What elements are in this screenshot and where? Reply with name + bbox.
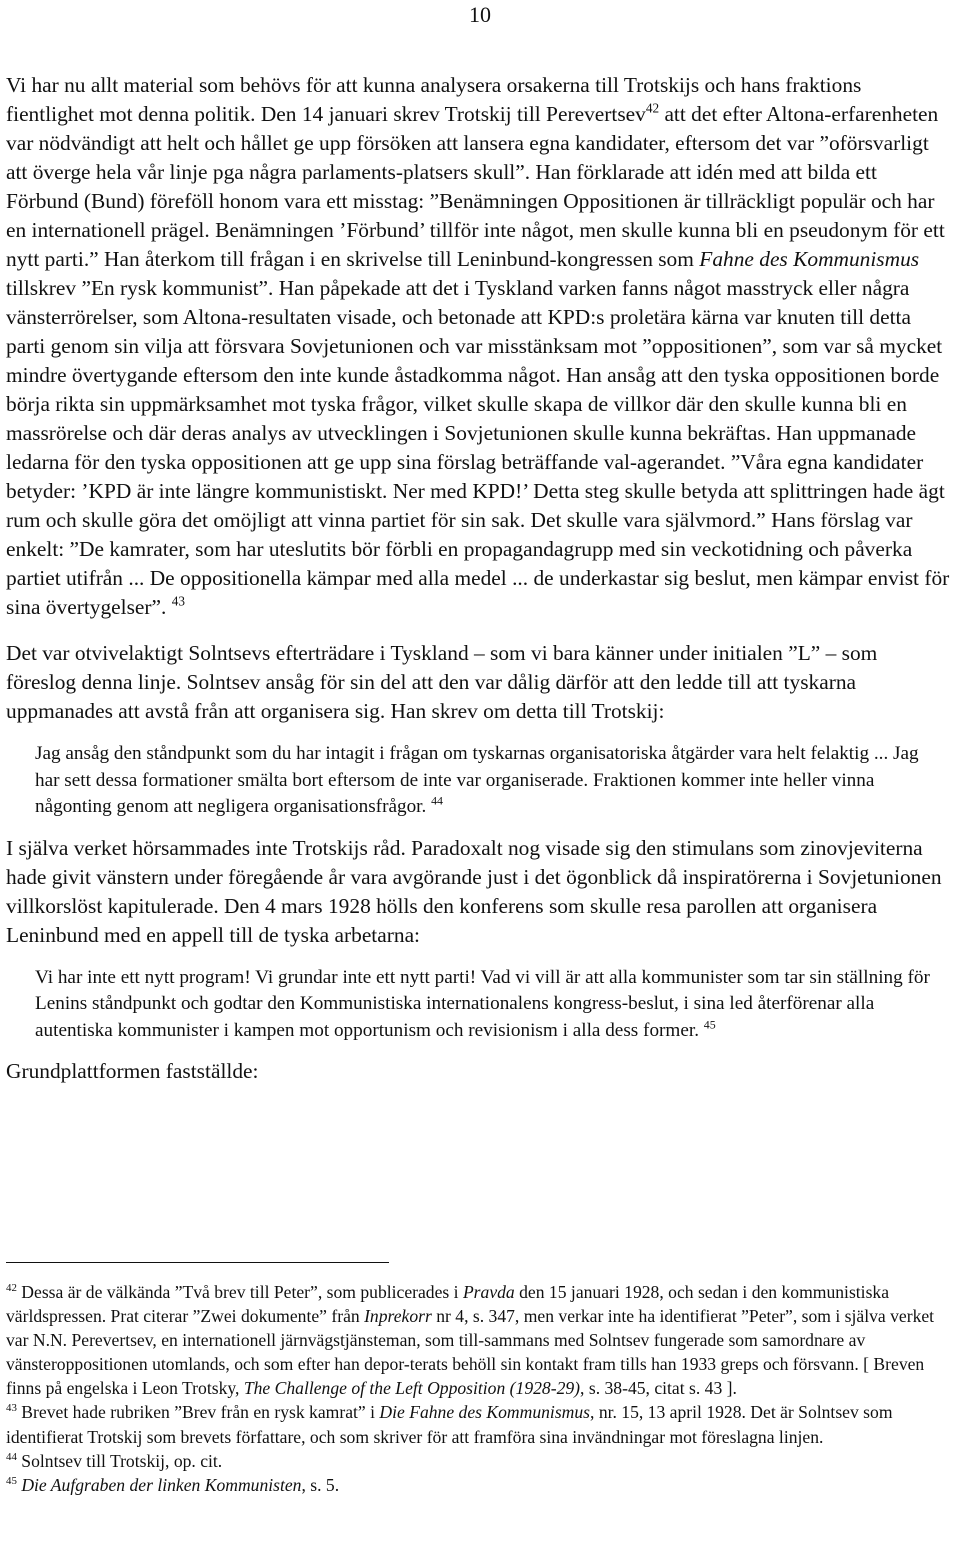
footnote-44-number: 44	[6, 1450, 17, 1463]
paragraph-1-text-b: att det efter Altona-erfarenheten var nödvändigt att helt och hållet ge upp försöken att lansera egna kandidater, eftersom det var ”oförsvarligt att överge hela vår linje pga några parlaments-platsers skull”. Han förklarade att idén med att bilda ett Förbund (Bund) föreföll honom vara ett misstag: ”Benämningen Oppositionen är tillräckligt populär och har en internationell prägel. Benämningen ’Förbund’ tillför inte något, men skulle kunna bli en pseudonym för ett nytt parti.” Han återkom till frågan i en skrivelse till Leninbund-kongressen som	[6, 102, 945, 271]
paragraph-1-text-a: Vi har nu allt material som behövs för att kunna analysera orsakerna till Trotskijs och hans fraktions fientlighet mot denna politik. Den 14 januari skrev Trotskij till Perevertsev	[6, 73, 862, 126]
footnote-ref-42[interactable]: 42	[645, 100, 660, 116]
block-quote-1	[35, 741, 937, 821]
footnote-42-italic-3: The Challenge of the Left Opposition (1928-29)	[243, 1378, 581, 1399]
footnote-43-text-b: , nr. 15, 13 april 1928. Det är Solntsev som identifierat Trotskij som brevets författare, och som skriver för att framföra sina invändningar mot föreslagna linjen.	[6, 1402, 893, 1447]
paragraph-2: Det var otvivelaktigt Solntsevs efterträdare i Tyskland – som vi bara känner under initialen ”L” – som föreslog denna linje. Solntsev ansåg för sin del att den var dålig därför att den ledde till att tyskarna uppmanades att avstå från att organisera sig. Han skrev om detta till Trotskij:	[6, 641, 878, 723]
block-quote-1-text: Jag ansåg den ståndpunkt som du har intagit i frågan om tyskarnas organisatoriska åtgärder vara helt felaktig ... Jag har sett dessa formationer smälta bort eftersom de inte var organiserade. Fraktionen kommer inte heller vinna någonting genom att negligera organisationsfrågor.	[35, 743, 919, 817]
footnote-45	[6, 1473, 950, 1497]
page-body	[6, 71, 950, 1086]
paragraph-4: Grundplattformen fastställde:	[6, 1059, 259, 1083]
footnote-ref-43[interactable]: 43	[171, 593, 185, 609]
footnote-42-number: 42	[6, 1281, 17, 1294]
footnote-43-italic-1: Die Fahne des Kommunismus	[379, 1402, 591, 1423]
footnote-43-text-a: Brevet hade rubriken ”Brev från en rysk kamrat” i	[16, 1402, 380, 1423]
footnote-44	[6, 1449, 950, 1473]
footnote-45-number: 45	[6, 1474, 17, 1487]
footnote-ref-44[interactable]: 44	[431, 793, 443, 808]
footnote-42-text-b: den 15 januari 1928, och sedan i den kommunistiska världspressen. Prat citerar ”Zwei dokumente” från	[6, 1282, 890, 1327]
block-quote-2	[35, 965, 937, 1045]
paragraph-1	[6, 71, 950, 622]
footnote-divider	[6, 1262, 389, 1263]
block-quote-2-text: Vi har inte ett nytt program! Vi grundar inte ett nytt parti! Vad vi vill är att alla kommunister som tar sin ställning för Lenins ståndpunkt och godtar den Kommunistiska internationalens kongress-beslut, i sina led återförenar alla autentiska kommunister i kampen mot opportunism och revisionism i alla dess former.	[35, 966, 930, 1041]
footnote-42-italic-1: Pravda	[462, 1282, 515, 1302]
footnote-45-text-b: , s. 5.	[301, 1474, 340, 1495]
footnote-42-text-c: nr 4, s. 347, men verkar inte ha identifierat ”Peter”, som i själva verket var N.N. Perevertsev, en internationell järnvägstjänsteman, som till-sammans med Solntsev fungerade som samordnare av vänsteroppositionen utomlands, och som efter han depor-terats behöll sin kontakt fram tills han 1933 greps och försvann. [ Breven finns på engelska i Leon Trotsky,	[6, 1306, 935, 1399]
footnote-42	[6, 1280, 950, 1400]
footnotes	[6, 1280, 950, 1497]
footnote-42-italic-2: Inprekorr	[364, 1306, 432, 1327]
footnote-45-italic-1: Die Aufgraben der linken Kommunisten	[21, 1474, 302, 1495]
footnote-42-text-d: , s. 38-45, citat s. 43 ].	[580, 1378, 737, 1399]
paragraph-1-italic-title: Fahne des Kommunismus	[699, 247, 920, 271]
footnote-ref-45[interactable]: 45	[703, 1016, 716, 1031]
footnote-44-text-a: Solntsev till Trotskij, op. cit.	[16, 1450, 223, 1471]
footnote-43-number: 43	[6, 1402, 17, 1415]
paragraph-1-text-c: tillskrev ”En rysk kommunist”. Han påpekade att det i Tyskland varken fanns något masstryck eller några vänsterrörelser, som Altona-resultaten visade, och betonade att KPD:s proletära kärna var knuten till detta parti genom sin vilja att försvara Sovjetunionen och var misstänksam mot ”oppositionen”, som var så mycket mindre övertygande eftersom den inte kunde åstadkomma något. Han ansåg att den tyska oppositionen borde börja rikta sin uppmärksamhet mot tyska frågor, vilket skulle skapa de villkor där den skulle kunna bli en massrörelse och där deras analys av utvecklingen i Sovjetunionen skulle kunna bekräftas. Han uppmanade ledarna för den tyska oppositionen att ge upp sina förslag beträffande val-agerandet. ”Våra egna kandidater betyder: ’KPD är inte längre kommunistiskt. Ner med KPD!’ Detta steg skulle betyda att splittringen hade ägt rum och skulle göra det omöjligt att vinna partiet för sin sak. Det skulle vara självmord.” Hans förslag var enkelt: ”De kamrater, som har uteslutits bör förbli en propagandagrupp med sin veckotidning och påverka partiet utifrån ... De oppositionella kämpar med alla medel ... de underkastar sig beslut, men kämpar envist för sina övertygelser”.	[6, 276, 950, 619]
footnote-42-text-a: Dessa är de välkända ”Två brev till Peter”, som publicerades i	[16, 1282, 463, 1302]
page-number: 10	[469, 2, 491, 27]
footnote-43	[6, 1400, 950, 1448]
paragraph-3: I själva verket hörsammades inte Trotskijs råd. Paradoxalt nog visade sig den stimulans som zinovjeviterna hade givit vänstern under föregående år vara avgörande just i det ögonblick då inspiratörerna i Sovjetunionen villkorslöst kapitulerade. Den 4 mars 1928 hölls den konferens som skulle resa parollen att organisera Leninbund med en appell till de tyska arbetarna:	[6, 835, 942, 947]
